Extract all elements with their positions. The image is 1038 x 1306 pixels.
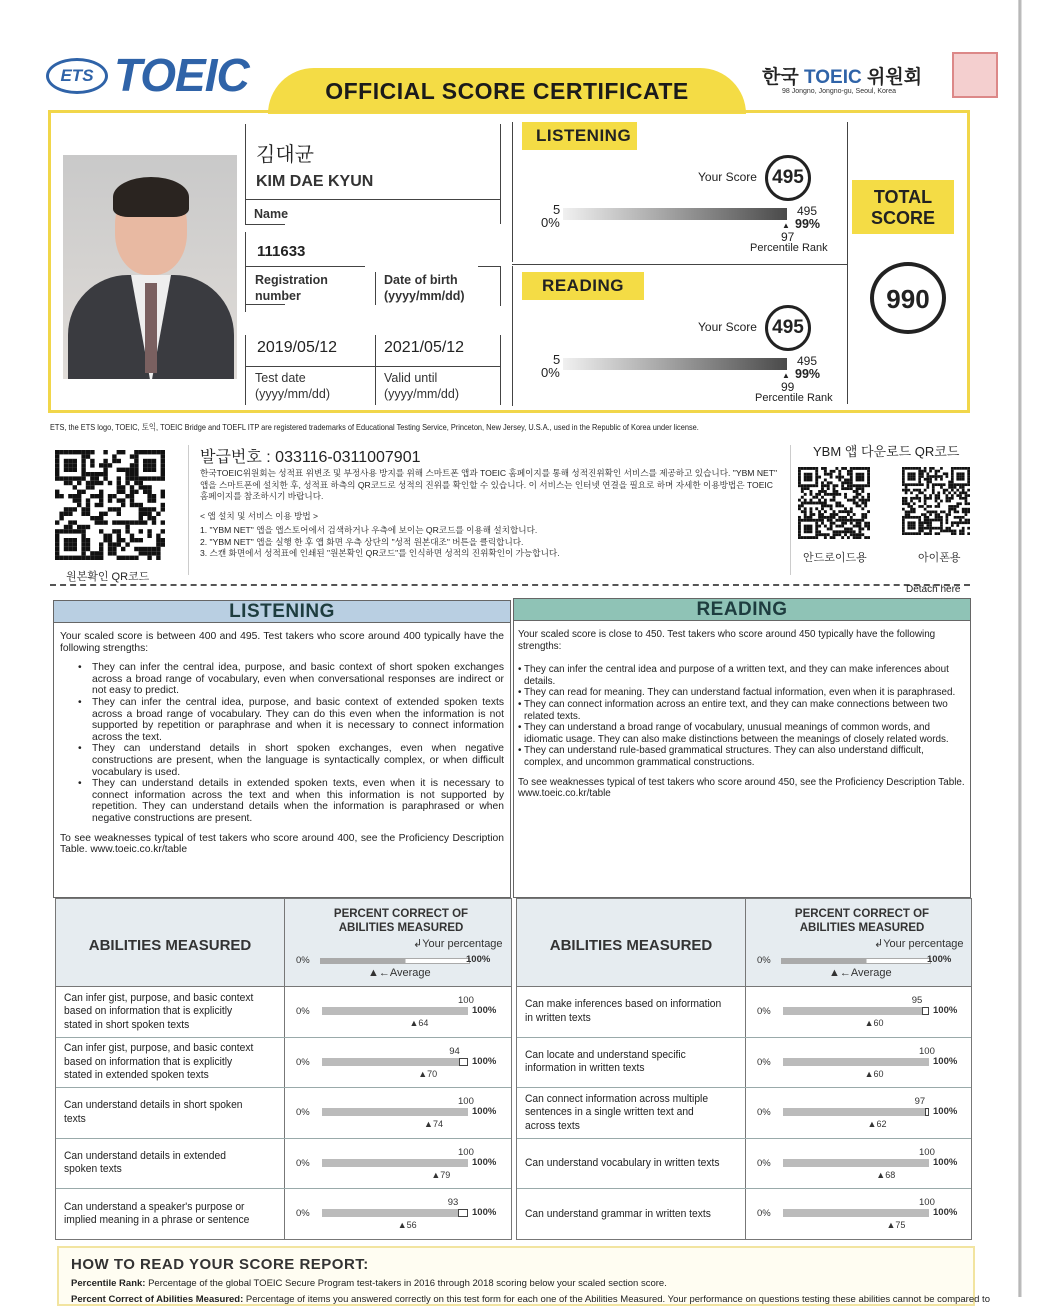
ability-description: Can infer gist, purpose, and basic context based on information that is explicitly stated in short spoken texts bbox=[64, 991, 254, 1031]
legend-hundred: 100% bbox=[927, 954, 952, 965]
ability-row bbox=[517, 1038, 971, 1089]
average-legend: ▲←Average bbox=[829, 967, 892, 979]
ability-description: Can understand a speaker's purpose or implied meaning in a phrase or sentence bbox=[64, 1200, 250, 1227]
step-2: 2. "YBM NET" 앱을 실행 한 후 앱 화면 우측 상단의 "성적 원본대조" 버튼을 클릭합니다. bbox=[200, 536, 524, 547]
reading-min-score: 5 bbox=[553, 352, 561, 367]
zero-label: 0% bbox=[296, 1107, 310, 1118]
your-percentage-value: 95 bbox=[911, 995, 923, 1006]
remaining-box bbox=[459, 1058, 468, 1066]
your-percentage-bar bbox=[783, 1159, 929, 1167]
test-date: 2019/05/12 bbox=[257, 339, 338, 356]
ability-row bbox=[517, 1189, 971, 1240]
hundred-label: 100% bbox=[933, 1156, 958, 1168]
listening-max-score: 495 bbox=[797, 204, 818, 218]
name-korean: 김대균 bbox=[256, 144, 314, 166]
listening-section-label: LISTENING bbox=[522, 122, 637, 150]
average-value: 60 bbox=[873, 1068, 884, 1079]
remaining-box bbox=[922, 1007, 929, 1015]
verification-intro: 한국TOEIC위원회는 성적표 위변조 및 부정사용 방지를 위해 스마트폰 앱과 TOEIC 홈페이지를 통해 성적진위확인 서비스를 제공하고 있습니다. "YBM NET" 앱을 스마트폰에 설치한 후, 성적표 하측의 QR코드로 성적의 진위를 확인할 수 있습니다. 이 서비스는 인터넷 연결을 필요로 하며 자세한 이용방법은 TOEIC 홈페이지를 참조하시기 바랍니다. bbox=[200, 468, 778, 501]
zero-label: 0% bbox=[757, 1006, 771, 1017]
average-marker: ▲74 bbox=[424, 1119, 443, 1129]
average-marker: ▲68 bbox=[876, 1169, 896, 1180]
committee-suffix: 위원회 bbox=[867, 67, 923, 88]
reading-max-pct: 99% bbox=[795, 367, 821, 381]
ets-logo: ETS bbox=[46, 58, 108, 94]
zero-label: 0% bbox=[757, 1157, 771, 1169]
percent-correct-col-title: PERCENT CORRECT OF ABILITIES MEASURED bbox=[794, 908, 930, 934]
legend-hundred: 100% bbox=[466, 954, 491, 965]
total-score-label: TOTAL SCORE bbox=[852, 180, 954, 234]
verification-instructions bbox=[200, 468, 780, 560]
app-howto-title: < 앱 설치 및 서비스 이용 방법 > bbox=[200, 510, 319, 521]
listening-percentile: 97 bbox=[781, 230, 795, 244]
your-percentage-bar bbox=[322, 1007, 468, 1015]
hundred-label: 100% bbox=[472, 1106, 497, 1117]
hundred-label: 100% bbox=[472, 1055, 497, 1067]
ability-description: Can understand details in extended spoken texts bbox=[64, 1149, 226, 1176]
ability-description: Can infer gist, purpose, and basic context based on information that is explicitly stated in extended spoken texts bbox=[64, 1042, 254, 1081]
reading-max-score: 495 bbox=[797, 354, 818, 368]
listening-percentile-label: Percentile Rank bbox=[750, 242, 828, 254]
zero-label: 0% bbox=[296, 1157, 310, 1169]
average-legend: ▲←Average bbox=[368, 967, 431, 979]
your-percentage-legend: ↲Your percentage bbox=[874, 938, 964, 950]
your-percentage-bar bbox=[322, 1159, 468, 1167]
reading-weakness-note: To see weaknesses typical of test takers who score around 450, see the Proficiency Description Table. www.toeic.co.kr/table bbox=[518, 776, 965, 800]
toeic-logo: TOEIC bbox=[114, 49, 249, 101]
ability-row bbox=[517, 987, 971, 1038]
committee-logo bbox=[762, 62, 922, 89]
list-item: • They can understand rule-based grammatical structures. They can also understand difficult, complex, and uncommon grammatical constructions. bbox=[518, 745, 966, 768]
reading-percentile-marker-icon: ▲ bbox=[782, 371, 790, 380]
average-marker: ▲64 bbox=[409, 1018, 429, 1028]
how-to-read-section bbox=[57, 1246, 990, 1306]
reading-abilities-table bbox=[516, 898, 972, 1240]
trademark-notice: ETS, the ETS logo, TOEIC, 토익, TOEIC Bridge and TOEFL ITP are registered trademarks of Educational Testing Service, Princeton, New Jersey, U.S.A., used in the Republic of Korea under license. bbox=[50, 422, 699, 432]
your-percentage-value: 93 bbox=[447, 1197, 459, 1208]
android-label: 안드로이드용 bbox=[803, 552, 867, 564]
committee-address: 98 Jongno, Jongno-gu, Seoul, Korea bbox=[782, 88, 897, 95]
listening-detail-title: LISTENING bbox=[54, 601, 510, 623]
your-percentage-value: 97 bbox=[914, 1096, 926, 1107]
iphone-label: 아이폰용 bbox=[918, 552, 961, 564]
android-app-qr-icon[interactable] bbox=[798, 467, 870, 539]
average-value: 56 bbox=[406, 1220, 417, 1230]
reading-detail-panel bbox=[513, 598, 971, 898]
list-item: • They can understand details in extended spoken texts, even when it is necessary to connect information across the text and when this information is not supported by repetition. They can understand details when the information is paraphrased or when negative constructions are present. bbox=[78, 778, 504, 824]
ability-row bbox=[56, 1088, 511, 1139]
list-item: • They can understand details in short spoken exchanges, even when negative constructions are present, when the language is syntactically complex, or when difficult vocabulary is used. bbox=[78, 743, 504, 778]
your-percentage-legend: ↲Your percentage bbox=[413, 938, 503, 950]
ability-description: Can understand vocabulary in written texts bbox=[525, 1156, 720, 1169]
average-value: 74 bbox=[432, 1119, 443, 1129]
average-value: 70 bbox=[427, 1068, 438, 1079]
your-percentage-bar bbox=[322, 1058, 459, 1066]
reading-intro: Your scaled score is close to 450. Test takers who score around 450 typically have the following strengths: bbox=[518, 629, 936, 652]
qr-label: 원본확인 QR코드 bbox=[66, 571, 150, 583]
hundred-label: 100% bbox=[472, 1005, 497, 1016]
listening-percentile-marker-icon: ▲ bbox=[782, 221, 790, 230]
original-verification-qr-icon bbox=[55, 450, 165, 562]
average-marker: ▲60 bbox=[864, 1068, 884, 1079]
listening-weakness-note: To see weaknesses typical of test takers who score around 400, see the Proficiency Description Table. www.toeic.co.kr/table bbox=[60, 832, 504, 856]
reading-section-label: READING bbox=[522, 272, 644, 300]
step-3: 3. 스캔 화면에서 성적표에 인쇄된 "원본확인 QR코드"를 인식하면 성적의 진위확인이 가능합니다. bbox=[200, 548, 560, 558]
list-item: • They can infer the central idea, purpose, and basic context of extended spoken texts across a broad range of vocabulary. They can do this even when the information is not supported by repetition or paraphrase and when it is necessary to connect information across the text. bbox=[78, 697, 504, 743]
certificate-title: OFFICIAL SCORE CERTIFICATE bbox=[325, 78, 689, 104]
your-percentage-value: 100 bbox=[919, 1197, 935, 1208]
list-item: • They can connect information across an entire text, and they can make connections between two related texts. bbox=[518, 699, 966, 722]
average-value: 68 bbox=[885, 1169, 896, 1180]
ability-description: Can understand grammar in written texts bbox=[525, 1207, 711, 1220]
legend-bar bbox=[781, 958, 931, 964]
zero-label: 0% bbox=[757, 1107, 771, 1118]
ability-row bbox=[56, 987, 511, 1038]
percentile-rank-label: Percentile Rank: bbox=[71, 1278, 146, 1289]
test-date-label: Test date (yyyy/mm/dd) bbox=[255, 371, 330, 401]
your-percentage-value: 94 bbox=[449, 1045, 460, 1057]
listening-detail-panel bbox=[53, 600, 511, 898]
ability-row bbox=[56, 1189, 511, 1240]
average-marker: ▲56 bbox=[397, 1220, 417, 1230]
ability-description: Can locate and understand specific information in written texts bbox=[525, 1048, 686, 1075]
list-item: • They can infer the central idea and purpose of a written text, and they can make inferences about details. bbox=[518, 664, 966, 687]
scan-edge bbox=[1018, 0, 1022, 1297]
remaining-box bbox=[458, 1209, 468, 1217]
average-marker: ▲60 bbox=[864, 1018, 884, 1028]
reading-score: 495 bbox=[765, 305, 811, 351]
your-percentage-value: 100 bbox=[919, 1146, 935, 1158]
listening-strengths-list bbox=[78, 662, 504, 824]
zero-label: 0% bbox=[757, 1208, 771, 1219]
list-item: • They can infer the central idea, purpose, and basic context of short spoken exchanges across a broad range of vocabulary, even when conversational responses are indirect or not easy to predict. bbox=[78, 662, 504, 697]
legend-zero: 0% bbox=[296, 955, 310, 966]
average-value: 79 bbox=[440, 1169, 451, 1180]
how-to-read-title: HOW TO READ YOUR SCORE REPORT: bbox=[71, 1256, 369, 1273]
list-item: • They can understand a broad range of vocabulary, unusual meanings of common words, and idiomatic usage. They can also make distinctions between the meanings of closely related words. bbox=[518, 722, 966, 745]
listening-min-pct: 0% bbox=[541, 215, 560, 230]
hundred-label: 100% bbox=[933, 1106, 958, 1117]
valid-until-date: 2021/05/12 bbox=[384, 339, 465, 356]
your-percentage-bar bbox=[322, 1108, 468, 1116]
your-percentage-bar bbox=[783, 1007, 922, 1015]
abilities-col-title: ABILITIES MEASURED bbox=[549, 937, 713, 954]
listening-your-score-label: Your Score bbox=[698, 170, 757, 184]
dob-label: Date of birth (yyyy/mm/dd) bbox=[384, 273, 465, 303]
listening-score: 495 bbox=[765, 155, 811, 201]
iphone-app-qr-icon[interactable] bbox=[902, 467, 970, 539]
abilities-header bbox=[517, 899, 971, 987]
reading-percentile: 99 bbox=[781, 380, 795, 394]
your-percentage-value: 100 bbox=[458, 995, 474, 1006]
reading-min-pct: 0% bbox=[541, 365, 560, 380]
abilities-col-title: ABILITIES MEASURED bbox=[88, 937, 252, 954]
registration-label: Registration number bbox=[255, 273, 328, 303]
seal-stamp-icon bbox=[952, 52, 998, 98]
name-english: KIM DAE KYUN bbox=[256, 173, 374, 190]
reading-strengths-list bbox=[518, 664, 966, 768]
valid-until-label: Valid until (yyyy/mm/dd) bbox=[384, 371, 459, 401]
issue-number-value: 033116-0311007901 bbox=[275, 449, 421, 466]
percent-correct-col-title: PERCENT CORRECT OF ABILITIES MEASURED bbox=[333, 908, 469, 934]
reading-detail-title: READING bbox=[514, 599, 970, 621]
average-marker: ▲70 bbox=[418, 1068, 438, 1079]
issue-label: 발급번호 : bbox=[200, 449, 271, 466]
issue-number bbox=[200, 444, 421, 467]
total-score: 990 bbox=[870, 262, 946, 334]
listening-score-bar bbox=[563, 208, 787, 220]
zero-label: 0% bbox=[296, 1056, 310, 1068]
average-value: 62 bbox=[876, 1119, 887, 1129]
hundred-label: 100% bbox=[933, 1207, 958, 1218]
your-percentage-value: 100 bbox=[458, 1146, 474, 1158]
your-percentage-value: 100 bbox=[458, 1096, 474, 1107]
your-percentage-bar bbox=[783, 1058, 929, 1066]
legend-bar bbox=[320, 958, 470, 964]
your-percentage-bar bbox=[783, 1209, 929, 1217]
listening-max-pct: 99% bbox=[795, 217, 821, 231]
step-1: 1. "YBM NET" 앱을 앱스토어에서 검색하거나 우측에 보이는 QR코드를 이용해 설치합니다. bbox=[200, 525, 538, 535]
ability-row bbox=[517, 1139, 971, 1190]
ability-description: Can understand details in short spoken texts bbox=[64, 1099, 243, 1125]
average-marker: ▲75 bbox=[886, 1220, 906, 1230]
registration-number: 111633 bbox=[257, 243, 306, 260]
committee-kr: 한국 bbox=[762, 67, 799, 88]
abilities-header bbox=[56, 899, 511, 987]
hundred-label: 100% bbox=[472, 1156, 497, 1168]
zero-label: 0% bbox=[296, 1006, 310, 1017]
reading-your-score-label: Your Score bbox=[698, 320, 757, 334]
average-value: 64 bbox=[418, 1018, 429, 1028]
your-percentage-value: 100 bbox=[919, 1045, 935, 1057]
your-percentage-bar bbox=[322, 1209, 458, 1217]
reading-score-bar bbox=[563, 358, 787, 370]
hundred-label: 100% bbox=[472, 1207, 497, 1218]
listening-intro: Your scaled score is between 400 and 495. Test takers who score around 400 typically have the following strengths: bbox=[60, 631, 504, 654]
ability-row bbox=[517, 1088, 971, 1139]
your-percentage-bar bbox=[783, 1108, 925, 1116]
percent-correct-label: Percent Correct of Abilities Measured: bbox=[71, 1294, 244, 1305]
hundred-label: 100% bbox=[933, 1005, 958, 1016]
percent-correct-text: Percentage of items you answered correctly on this test form for each one of the Abilities Measured. Your performance on questions testing these abilities cannot be compared to bbox=[245, 1294, 990, 1305]
zero-label: 0% bbox=[757, 1056, 771, 1068]
percentile-rank-text: Percentage of the global TOEIC Secure Program test-takers in 2016 through 2018 scoring below your scaled section score. bbox=[148, 1278, 667, 1289]
committee-toeic: TOEIC bbox=[804, 67, 862, 88]
average-marker: ▲79 bbox=[431, 1169, 451, 1180]
reading-percentile-label: Percentile Rank bbox=[755, 392, 833, 404]
ability-row bbox=[56, 1038, 511, 1089]
candidate-photo bbox=[63, 155, 237, 379]
remaining-box bbox=[925, 1108, 929, 1116]
detach-line bbox=[50, 584, 970, 586]
ability-description: Can make inferences based on information in written texts bbox=[525, 998, 722, 1024]
ability-description: Can connect information across multiple sentences in a single written text and across texts bbox=[525, 1092, 709, 1132]
listening-min-score: 5 bbox=[553, 202, 561, 217]
list-item: • They can read for meaning. They can understand factual information, even when it is paraphrased. bbox=[518, 687, 966, 699]
average-value: 75 bbox=[895, 1220, 906, 1230]
app-qr-title: YBM 앱 다운로드 QR코드 bbox=[813, 444, 960, 459]
detach-label: Detach here bbox=[906, 584, 961, 595]
zero-label: 0% bbox=[296, 1208, 310, 1219]
name-label: Name bbox=[254, 207, 289, 221]
average-marker: ▲62 bbox=[867, 1119, 887, 1129]
ability-row bbox=[56, 1139, 511, 1190]
hundred-label: 100% bbox=[933, 1055, 958, 1067]
listening-abilities-table bbox=[55, 898, 512, 1240]
legend-zero: 0% bbox=[757, 955, 771, 966]
average-value: 60 bbox=[873, 1018, 884, 1028]
